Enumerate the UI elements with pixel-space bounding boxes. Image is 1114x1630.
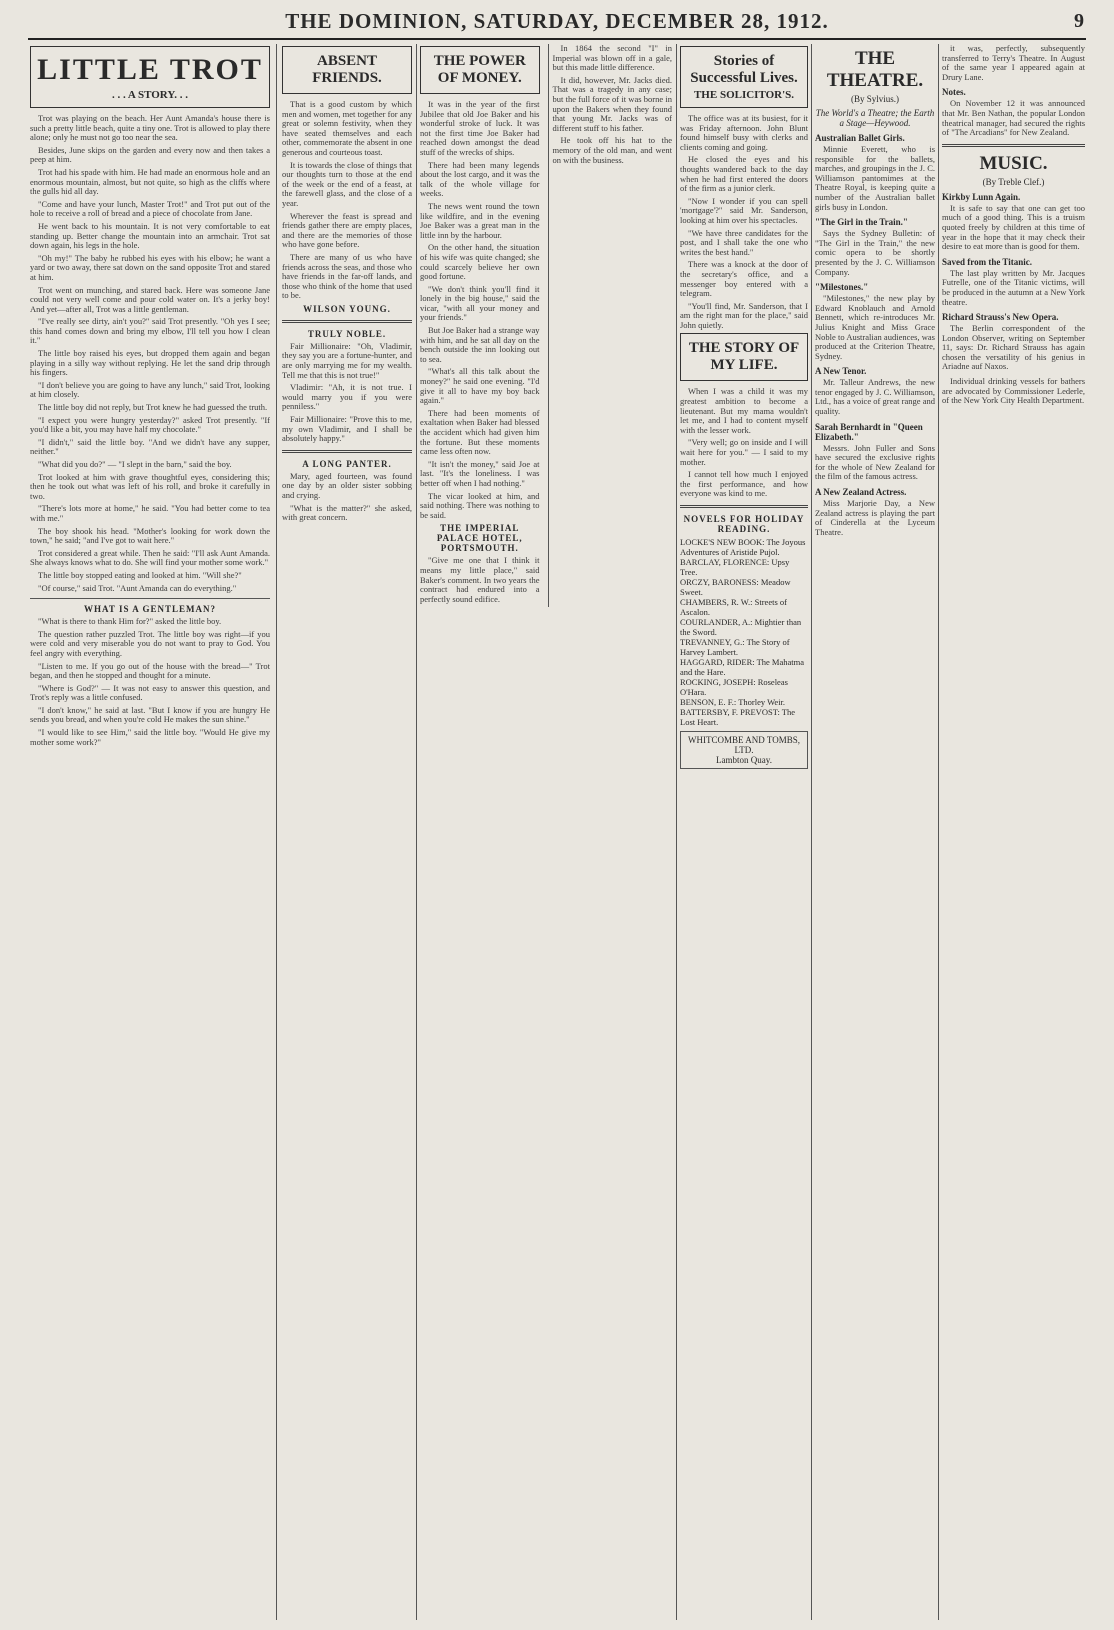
store-ad [680, 731, 808, 769]
page-number: 9 [1074, 10, 1084, 32]
column-little-trot [30, 44, 270, 1620]
paragraph: "Now I wonder if you can spell 'mortgage'?" said Mr. Sanderson, looking at him over his spectacles. [680, 195, 808, 225]
subsection-heading: Notes. [942, 87, 966, 98]
paragraph: "What is there to thank Him for?" asked the little boy. [38, 616, 222, 627]
article-title: THE POWER OF MONEY. [433, 53, 526, 86]
masthead [28, 4, 1086, 40]
divider [282, 320, 412, 323]
paragraph: The news went round the town like wildfire, and in the evening Joe Baker was a great man in the little inn by the harbour. [420, 200, 540, 240]
paragraph: "We don't think you'll find it lonely in the big house," said the vicar, "with all your money and your friends." [420, 283, 540, 323]
paragraph: Messrs. John Fuller and Sons have secured the exclusive rights for the whole of New Zealand for the film of the famous actress. [815, 442, 935, 482]
paragraph: The little boy did not reply, but Trot knew he had guessed the truth. [38, 402, 268, 413]
paragraph: He went back to his mountain. It is not very comfortable to eat standing up. Better change the mountain into an armchair. Trot sat down again, his legs in the hole. [30, 220, 270, 251]
paragraph: "It isn't the money," said Joe at last. "It's the loneliness. I was better off when I had nothing." [420, 458, 540, 488]
paragraph: "Milestones," the new play by Edward Knoblauch and Arnold Bennett, which re-introduces Mr. Julius Knight and Miss Grace Noble to Australian audiences, was produced at the Criterion Theatre, Sydney. [815, 293, 935, 361]
paragraph: Besides, June skips on the garden and every now and then takes a peep at him. [30, 144, 270, 165]
paragraph: Mr. Talleur Andrews, the new tenor engaged by J. C. Williamson, Ltd., has a voice of great range and quality. [815, 377, 935, 417]
list-item: ORCZY, BARONESS: Meadow Sweet. [680, 577, 791, 597]
subhead: The World's a Theatre; the Earth a Stage—Heywood. [815, 108, 935, 128]
paragraph: It is safe to say that one can get too much of a good thing. This is a truism quoted freely by children at this time of year in the hope that it may check their desire to eat more than is good for them. [942, 202, 1085, 252]
store-name: WHITCOMBE AND TOMBS, LTD. [688, 735, 800, 755]
column-theatre [815, 44, 935, 1620]
article-title: TRULY NOBLE. [307, 328, 387, 339]
subsection-heading: "Milestones." [815, 282, 869, 293]
paragraph: There are many of us who have friends across the seas, and those who have friends in the far-off lands, and those who think of the home that used to be. [282, 251, 412, 301]
column-music [942, 44, 1085, 1620]
ad-heading: NOVELS FOR HOLIDAY READING. [683, 514, 805, 534]
section-heading: WHAT IS A GENTLEMAN? [84, 604, 216, 615]
paragraph: Individual drinking vessels for bathers are advocated by Commissioner Lederle, of the New York City Health Department. [942, 376, 1085, 406]
sub-column-right [548, 44, 673, 607]
article-header-box [680, 333, 808, 381]
article-title: THE STORY OF MY LIFE. [688, 340, 800, 374]
article-title: Stories of Successful Lives. [690, 53, 798, 86]
paragraph: Trot looked at him with grave thoughtful eyes, considering this; then he took out what was left of his roll, and broke it carefully in two. [30, 471, 270, 501]
article-title: ABSENT FRIENDS. [312, 53, 382, 86]
paragraph: Wherever the feast is spread and friends gather there are empty places, and there are the memories of those who have gone before. [282, 210, 412, 250]
article-header-box [680, 46, 808, 108]
divider [282, 450, 412, 453]
paragraph: There had been many legends about the lost cargo, and it was the talk of the whole village for weeks. [420, 159, 540, 199]
column-absent-friends [282, 44, 412, 1620]
paragraph: In 1864 the second "I" in Imperial was blown off in a gale, but this made little difference. [552, 44, 672, 73]
byline: (By Treble Clef.) [982, 176, 1045, 187]
paragraph: Trot considered a great while. Then he said: "I'll ask Aunt Amanda. She always knows what to do. She will find your mother some work." [30, 547, 270, 568]
list-item: CHAMBERS, R. W.: Streets of Ascalon. [680, 597, 787, 617]
subsection-heading: Saved from the Titanic. [942, 256, 1033, 267]
paragraph: "What's all this talk about the money?" he said one evening. "I'd give it all to have my boy back again." [420, 366, 540, 406]
sub-column-left [420, 44, 540, 607]
paragraph: It was in the year of the first Jubilee that old Joe Baker and his wonderful stroke of luck. It was not the first time Joe Baker had reached down amongst the dead stuff of the wrecks of ships. [420, 99, 540, 157]
list-item: ROCKING, JOSEPH: Roseleas O'Hara. [680, 677, 788, 697]
paragraph: The last play written by Mr. Jacques Futrelle, one of the Titanic victims, will be produced in the autumn at a New York theatre. [942, 267, 1085, 307]
paragraph: "I expect you were hungry yesterday?" asked Trot presently. "If you'd like a bit, you may have half my chocolate." [30, 414, 270, 435]
subsection-heading: Richard Strauss's New Opera. [942, 312, 1059, 323]
paragraph: The little boy stopped eating and looked at him. "Will she?" [38, 569, 242, 580]
list-item: BENSON, E. F.: Thorley Weir. [680, 697, 786, 707]
column-divider [276, 44, 277, 1620]
section-title: MUSIC. [979, 152, 1048, 174]
paragraph: "I don't believe you are going to have any lunch," said Trot, looking at him closely. [30, 379, 270, 400]
article-header-box [282, 46, 412, 94]
paragraph: Says the Sydney Bulletin: of "The Girl in the Train," the new comic opera to be shortly presented by the J. C. Williamson Company. [815, 228, 935, 277]
subsection-heading: A New Zealand Actress. [815, 487, 907, 498]
paragraph: There was a knock at the door of the secretary's office, and a messenger boy entered with a telegram. [680, 259, 808, 299]
paragraph: On the other hand, the situation of his wife was quite changed; she could scarcely believe her own good fortune. [420, 242, 540, 282]
paragraph: "Where is God?" — It was not easy to answer this question, and Trot's reply was a little confused. [30, 682, 270, 703]
paragraph: The vicar looked at him, and said nothing. There was nothing to be said. [420, 490, 540, 520]
list-item: LOCKE'S NEW BOOK: The Joyous Adventures of Aristide Pujol. [680, 537, 806, 557]
paragraph: The Berlin correspondent of the London Observer, writing on September 11, says: Dr. Richard Strauss has again chosen the versatility of his genius in Ariadne auf Naxos. [942, 323, 1085, 372]
two-col-wrap [420, 44, 672, 607]
paragraph: When I was a child it was my greatest ambition to become a lieutenant. But my mama wouldn't let me, and I had to content myself with the lesser work. [680, 386, 808, 435]
article-header-box [420, 46, 540, 94]
story-header-box [30, 46, 270, 108]
paragraph: But Joe Baker had a strange way with him, and he sat all day on the bench outside the inn looking out to sea. [420, 325, 540, 364]
paragraph: "We have three candidates for the post, and I shall take the one who writes the best hand." [680, 227, 808, 257]
column-divider [938, 44, 939, 1620]
divider [942, 144, 1085, 147]
paragraph: "You'll find, Mr. Sanderson, that I am the right man for the place," said John quietly. [680, 300, 808, 330]
paragraph: There had been moments of exaltation when Baker had blessed the accident which had given him the fortune. But these moments came less often now. [420, 407, 540, 457]
paragraph: On November 12 it was announced that Mr. Ben Nathan, the popular London theatrical manager, had secured the rights of "The Arcadians" for New Zealand. [942, 98, 1085, 138]
paragraph: Trot was playing on the beach. Her Aunt Amanda's house there is such a pretty little beach, quite a tiny one. Trot is allowed to play there alone; only he must not go too near the sea. [30, 113, 270, 143]
store-address: Lambton Quay. [716, 755, 772, 765]
paragraph: "I didn't," said the little boy. "And we didn't have any supper, neither." [30, 436, 270, 457]
story-body [30, 114, 270, 747]
subsection-heading: A New Tenor. [815, 366, 867, 377]
paragraph: That is a good custom by which men and women, met together for any great or solemn festivity, when they have seated themselves and each other, commemorate the absent in one generous and courteous toast. [282, 99, 412, 157]
paragraph: Minnie Everett, who is responsible for the ballets, marches, and groupings in the J. C. Williamson pantomimes at the Theatre Royal, is keeping quite a number of the Australian ballet girls busy in London. [815, 144, 935, 212]
paragraph: The office was at its busiest, for it was Friday afternoon. John Blunt found himself busy with clerks and clients coming and going. [680, 113, 808, 152]
paragraph: "Come and have your lunch, Master Trot!" and Trot put out of the hole to receive a roll of bread and a piece of chocolate from Jane. [30, 198, 270, 219]
paragraph: "Of course," said Trot. "Aunt Amanda can do everything." [38, 582, 237, 593]
divider [30, 598, 270, 599]
paragraph: Trot had his spade with him. He had made an enormous hole and an enormous mountain, almost, but not quite, so high as the cliffs where the gulls hid all day. [30, 166, 270, 197]
paragraph: The question rather puzzled Trot. The little boy was right—if you were cold and very miserable you do not want to pray to God. You feel angry with everything. [30, 628, 270, 658]
paragraph: "Very well; go on inside and I will wait here for you." — I said to my mother. [680, 437, 808, 467]
article-title: A LONG PANTER. [302, 458, 392, 469]
column-power-of-money [420, 44, 672, 1620]
paragraph: Mary, aged fourteen, was found one day by an older sister sobbing and crying. [282, 470, 412, 500]
paragraph: He closed the eyes and his thoughts wandered back to the day when he had first entered the doors of the firm as a junior clerk. [680, 154, 808, 194]
column-stories [680, 44, 808, 1620]
section-title: THE THEATRE. [826, 48, 924, 91]
paragraph: "There's lots more at home," he said. "You had better come to tea with me." [30, 503, 270, 523]
paragraph: Trot went on munching, and stared back. Here was someone Jane could not very well come and pour cold water on. It's a jerky boy! And yet—after all, Trot was a little gentleman. [30, 284, 270, 314]
list-item: HAGGARD, RIDER: The Mahatma and the Hare. [680, 657, 805, 677]
list-item: COURLANDER, A.: Mightier than the Sword. [680, 617, 802, 637]
masthead-title: THE DOMINION, SATURDAY, DECEMBER 28, 1912. [285, 8, 829, 33]
list-item: TREVANNEY, G.: The Story of Harvey Lambert. [680, 637, 790, 657]
column-divider [811, 44, 812, 1620]
story-subtitle: . . . A STORY. . . [111, 89, 189, 101]
paragraph: it was, perfectly, subsequently transferred to Terry's Theatre. In August of the same year I appeared again at Drury Lane. [942, 44, 1085, 82]
paragraph: It did, however, Mr. Jacks died. That was a tragedy in any case; but the full force of it was borne in upon the Bakers when they found that young Mr. Jacks was of different stuff to his father. [552, 74, 672, 133]
author-signature: WILSON YOUNG. [303, 303, 391, 314]
paragraph: I cannot tell how much I enjoyed the first performance, and how everyone was kind to me. [680, 469, 808, 499]
paragraph: It is towards the close of things that our thoughts turn to those at the end of the week or the end of a feast, at the farewell glass, and the close of a year. [282, 159, 412, 208]
article-title: THE IMPERIAL PALACE HOTEL, PORTSMOUTH. [436, 523, 523, 554]
paragraph: "Listen to me. If you go out of the house with the bread—" Trot began, and then he stopped and thought for a minute. [30, 660, 270, 681]
list-item: BARCLAY, FLORENCE: Upsy Tree. [680, 557, 790, 577]
article-subtitle: THE SOLICITOR'S. [693, 89, 795, 101]
paragraph: Fair Millionaire: "Prove this to me, my own Vladimir, and I shall be absolutely happy." [282, 414, 412, 444]
paragraph: "I would like to see Him," said the little boy. "Would He give my mother some work?" [30, 727, 270, 747]
column-divider [676, 44, 677, 1620]
list-item: BATTERSBY, F. PREVOST: The Lost Heart. [680, 707, 796, 727]
byline: (By Sylvius.) [850, 94, 899, 104]
paragraph: He took off his hat to the memory of the old man, and went on with the business. [552, 135, 672, 165]
column-divider [416, 44, 417, 1620]
paragraph: "I don't know," he said at last. "But I know if you are hungry He sends you bread, and when you're cold He makes the sun shine." [30, 704, 270, 725]
paragraph: "Give me one that I think it means my little place," said Baker's comment. In two years the contract had endured into a perfectly sound edifice. [420, 555, 540, 604]
story-title: LITTLE TROT [37, 53, 263, 86]
paragraph: "What did you do?" — "I slept in the barn," said the boy. [38, 459, 232, 469]
paragraph: "What is the matter?" she asked, with great concern. [282, 502, 412, 523]
paragraph: "I've really see dirty, ain't you?" said Trot presently. "Oh yes I see; this hand comes down and bring my elbow, I'll tell you how I clean it." [30, 316, 270, 346]
subsection-heading: Kirkby Lunn Again. [942, 191, 1021, 202]
subsection-heading: Australian Ballet Girls. [815, 133, 905, 143]
paragraph: Vladimir: "Ah, it is not true. I would marry you if you were penniless." [282, 382, 412, 412]
paragraph: The boy shook his head. "Mother's looking for work down the town," he said; "and I've got to wait here." [30, 525, 270, 546]
paragraph: The little boy raised his eyes, but dropped them again and began playing in a silly way without replying. He let the sand drip through his fingers. [30, 348, 270, 378]
divider [680, 505, 808, 508]
paragraph: Miss Marjorie Day, a New Zealand actress is playing the part of Cinderella at the Lyceum Theatre. [815, 498, 935, 537]
subsection-heading: "The Girl in the Train." [815, 217, 908, 228]
subsection-heading: Sarah Bernhardt in "Queen Elizabeth." [815, 421, 923, 442]
paragraph: Fair Millionaire: "Oh, Vladimir, they say you are a fortune-hunter, and are only marrying me for my wealth. Tell me that this is not true!" [282, 340, 412, 380]
paragraph: "Oh my!" The baby he rubbed his eyes with his elbow; he want a yard or two away, there sat down on the sand opposite Trot and stared at him. [30, 252, 270, 282]
book-list [680, 537, 808, 727]
